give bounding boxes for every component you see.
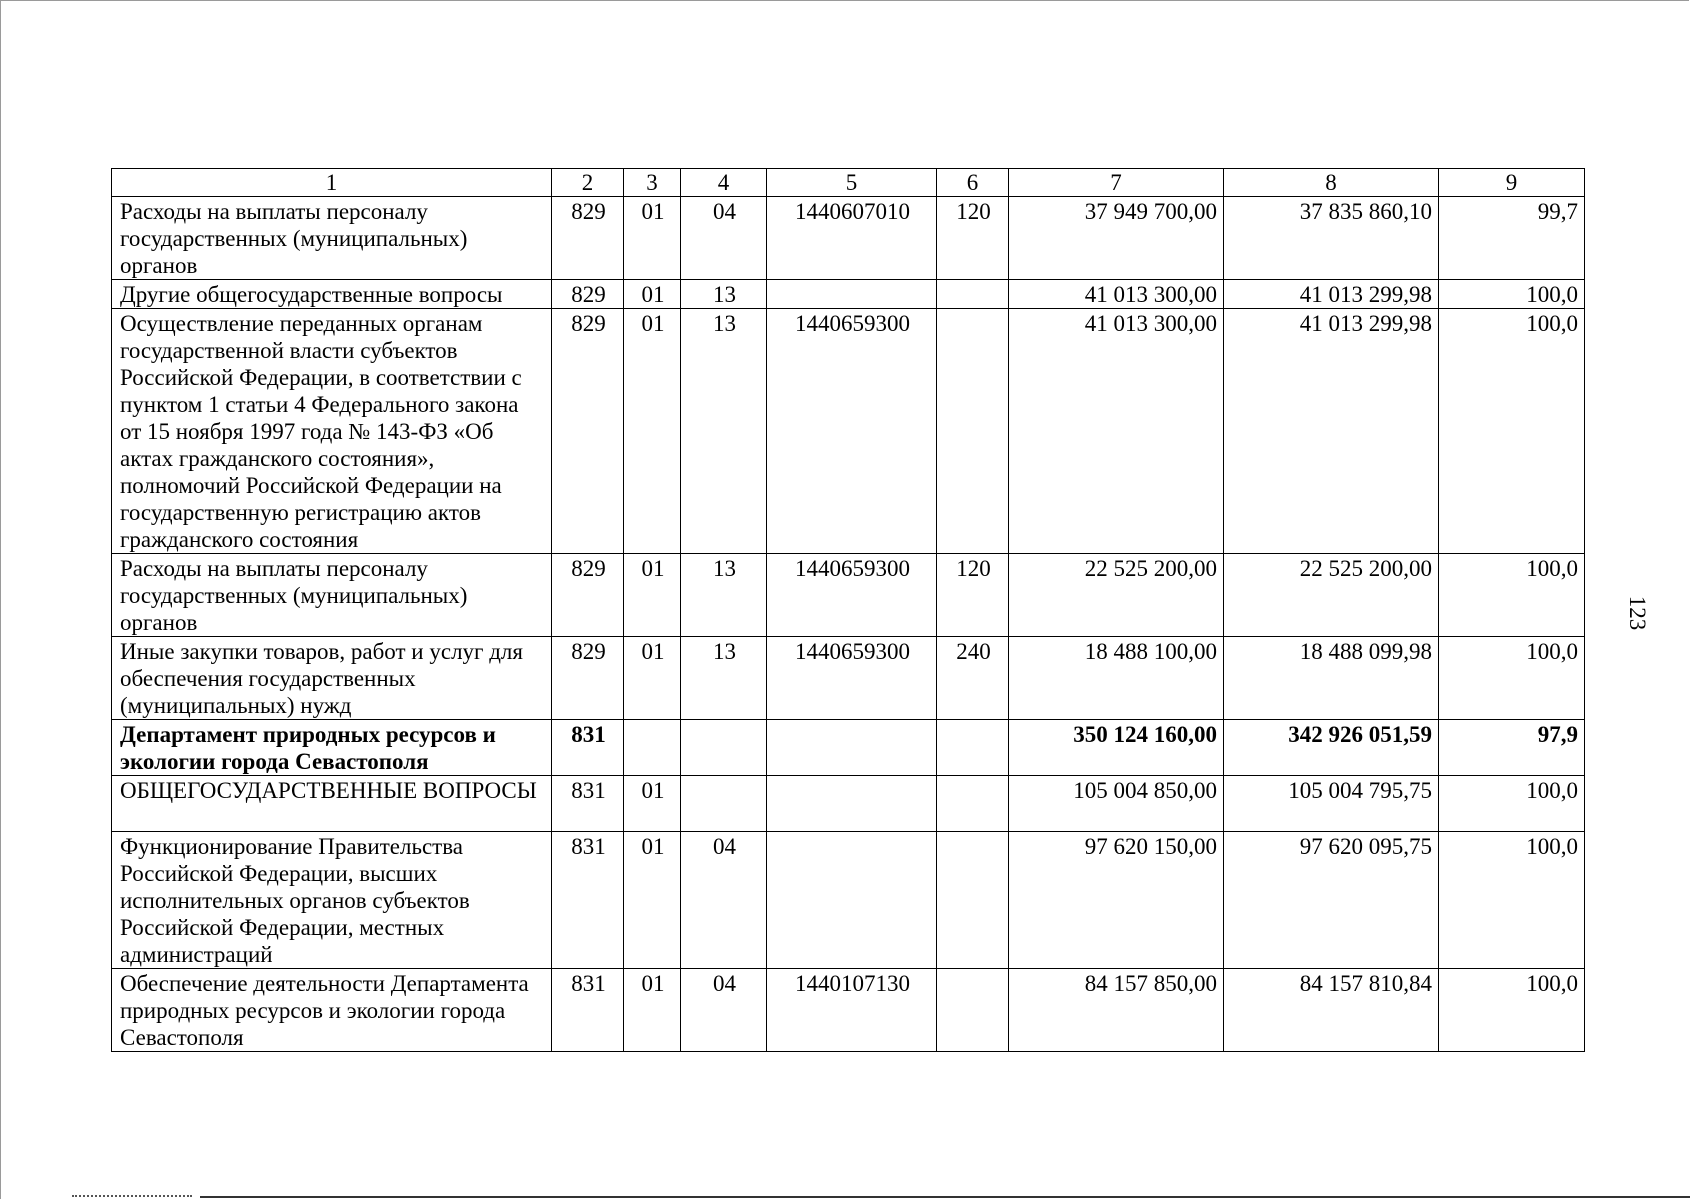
row-code-4: 13 bbox=[681, 554, 767, 637]
row-code-2: 831 bbox=[552, 720, 624, 776]
row-code-3: 01 bbox=[624, 309, 681, 554]
row-code-3: 01 bbox=[624, 280, 681, 309]
header-cell: 8 bbox=[1224, 169, 1439, 197]
row-amount-8: 105 004 795,75 bbox=[1224, 776, 1439, 832]
row-amount-7: 97 620 150,00 bbox=[1009, 832, 1224, 969]
budget-table bbox=[111, 168, 1585, 1052]
row-name: Расходы на выплаты персоналу государственных (муниципальных) органов bbox=[112, 197, 552, 280]
row-code-5: 1440607010 bbox=[767, 197, 937, 280]
table-row bbox=[112, 197, 1585, 280]
row-amount-8: 84 157 810,84 bbox=[1224, 969, 1439, 1052]
table-row bbox=[112, 554, 1585, 637]
header-cell: 3 bbox=[624, 169, 681, 197]
row-name: ОБЩЕГОСУДАРСТВЕННЫЕ ВОПРОСЫ bbox=[112, 776, 552, 832]
page-number: 123 bbox=[1625, 595, 1650, 631]
row-amount-7: 41 013 300,00 bbox=[1009, 309, 1224, 554]
row-percent: 100,0 bbox=[1439, 280, 1585, 309]
row-name: Функционирование Правительства Российской Федерации, высших исполнительных органов субъектов Российской Федерации, местных администраций bbox=[112, 832, 552, 969]
table-row bbox=[112, 280, 1585, 309]
row-amount-8: 37 835 860,10 bbox=[1224, 197, 1439, 280]
row-code-4: 13 bbox=[681, 637, 767, 720]
row-amount-7: 18 488 100,00 bbox=[1009, 637, 1224, 720]
row-code-4: 13 bbox=[681, 309, 767, 554]
table-row bbox=[112, 309, 1585, 554]
row-name: Осуществление переданных органам государственной власти субъектов Российской Федерации, в соответствии с пунктом 1 статьи 4 Федерального закона от 15 ноября 1997 года № 143-ФЗ «Об актах гражданского состояния», полномочий Российской Федерации на государственную регистрацию актов гражданского состояния bbox=[112, 309, 552, 554]
row-code-2: 831 bbox=[552, 969, 624, 1052]
header-cell: 2 bbox=[552, 169, 624, 197]
row-code-3: 01 bbox=[624, 637, 681, 720]
row-amount-8: 97 620 095,75 bbox=[1224, 832, 1439, 969]
row-amount-7: 41 013 300,00 bbox=[1009, 280, 1224, 309]
row-code-5: 1440659300 bbox=[767, 637, 937, 720]
row-code-3: 01 bbox=[624, 197, 681, 280]
row-code-2: 829 bbox=[552, 554, 624, 637]
row-code-5: 1440659300 bbox=[767, 309, 937, 554]
row-code-3: 01 bbox=[624, 832, 681, 969]
header-cell: 1 bbox=[112, 169, 552, 197]
row-percent: 100,0 bbox=[1439, 776, 1585, 832]
row-name: Иные закупки товаров, работ и услуг для обеспечения государственных (муниципальных) нужд bbox=[112, 637, 552, 720]
row-name: Департамент природных ресурсов и экологии города Севастополя bbox=[112, 720, 552, 776]
row-code-4: 04 bbox=[681, 832, 767, 969]
row-amount-7: 22 525 200,00 bbox=[1009, 554, 1224, 637]
row-code-4 bbox=[681, 720, 767, 776]
row-code-6 bbox=[937, 309, 1009, 554]
row-code-4: 04 bbox=[681, 969, 767, 1052]
header-cell: 4 bbox=[681, 169, 767, 197]
row-percent: 100,0 bbox=[1439, 832, 1585, 969]
row-code-3: 01 bbox=[624, 776, 681, 832]
table-header-row bbox=[112, 169, 1585, 197]
header-cell: 9 bbox=[1439, 169, 1585, 197]
row-code-2: 829 bbox=[552, 309, 624, 554]
row-percent: 100,0 bbox=[1439, 637, 1585, 720]
row-code-2: 829 bbox=[552, 637, 624, 720]
header-cell: 6 bbox=[937, 169, 1009, 197]
row-amount-7: 37 949 700,00 bbox=[1009, 197, 1224, 280]
row-code-5 bbox=[767, 280, 937, 309]
row-code-6 bbox=[937, 720, 1009, 776]
row-code-2: 829 bbox=[552, 280, 624, 309]
row-code-6 bbox=[937, 776, 1009, 832]
header-cell: 7 bbox=[1009, 169, 1224, 197]
row-code-5 bbox=[767, 776, 937, 832]
row-percent: 100,0 bbox=[1439, 554, 1585, 637]
row-code-6 bbox=[937, 832, 1009, 969]
row-code-6: 120 bbox=[937, 197, 1009, 280]
row-amount-8: 342 926 051,59 bbox=[1224, 720, 1439, 776]
row-amount-8: 22 525 200,00 bbox=[1224, 554, 1439, 637]
scan-edge-dots bbox=[72, 1195, 192, 1199]
row-percent: 97,9 bbox=[1439, 720, 1585, 776]
row-code-4: 04 bbox=[681, 197, 767, 280]
row-code-3: 01 bbox=[624, 969, 681, 1052]
row-code-5 bbox=[767, 720, 937, 776]
row-code-5: 1440107130 bbox=[767, 969, 937, 1052]
header-cell: 5 bbox=[767, 169, 937, 197]
row-code-2: 831 bbox=[552, 776, 624, 832]
row-percent: 99,7 bbox=[1439, 197, 1585, 280]
row-amount-8: 41 013 299,98 bbox=[1224, 309, 1439, 554]
row-code-3 bbox=[624, 720, 681, 776]
row-code-6 bbox=[937, 280, 1009, 309]
table-row bbox=[112, 969, 1585, 1052]
row-code-3: 01 bbox=[624, 554, 681, 637]
row-name: Расходы на выплаты персоналу государственных (муниципальных) органов bbox=[112, 554, 552, 637]
row-amount-7: 105 004 850,00 bbox=[1009, 776, 1224, 832]
row-code-2: 831 bbox=[552, 832, 624, 969]
table-row-department bbox=[112, 720, 1585, 776]
row-code-2: 829 bbox=[552, 197, 624, 280]
row-code-6: 120 bbox=[937, 554, 1009, 637]
row-code-4: 13 bbox=[681, 280, 767, 309]
row-amount-8: 41 013 299,98 bbox=[1224, 280, 1439, 309]
row-code-4 bbox=[681, 776, 767, 832]
table-row bbox=[112, 832, 1585, 969]
table-row bbox=[112, 776, 1585, 832]
row-amount-7: 84 157 850,00 bbox=[1009, 969, 1224, 1052]
row-name: Обеспечение деятельности Департамента природных ресурсов и экологии города Севастополя bbox=[112, 969, 552, 1052]
row-percent: 100,0 bbox=[1439, 969, 1585, 1052]
row-code-5: 1440659300 bbox=[767, 554, 937, 637]
table-row bbox=[112, 637, 1585, 720]
row-amount-8: 18 488 099,98 bbox=[1224, 637, 1439, 720]
row-code-6 bbox=[937, 969, 1009, 1052]
row-name: Другие общегосударственные вопросы bbox=[112, 280, 552, 309]
row-code-6: 240 bbox=[937, 637, 1009, 720]
row-percent: 100,0 bbox=[1439, 309, 1585, 554]
row-amount-7: 350 124 160,00 bbox=[1009, 720, 1224, 776]
row-code-5 bbox=[767, 832, 937, 969]
scan-edge-rule bbox=[200, 1196, 1690, 1198]
